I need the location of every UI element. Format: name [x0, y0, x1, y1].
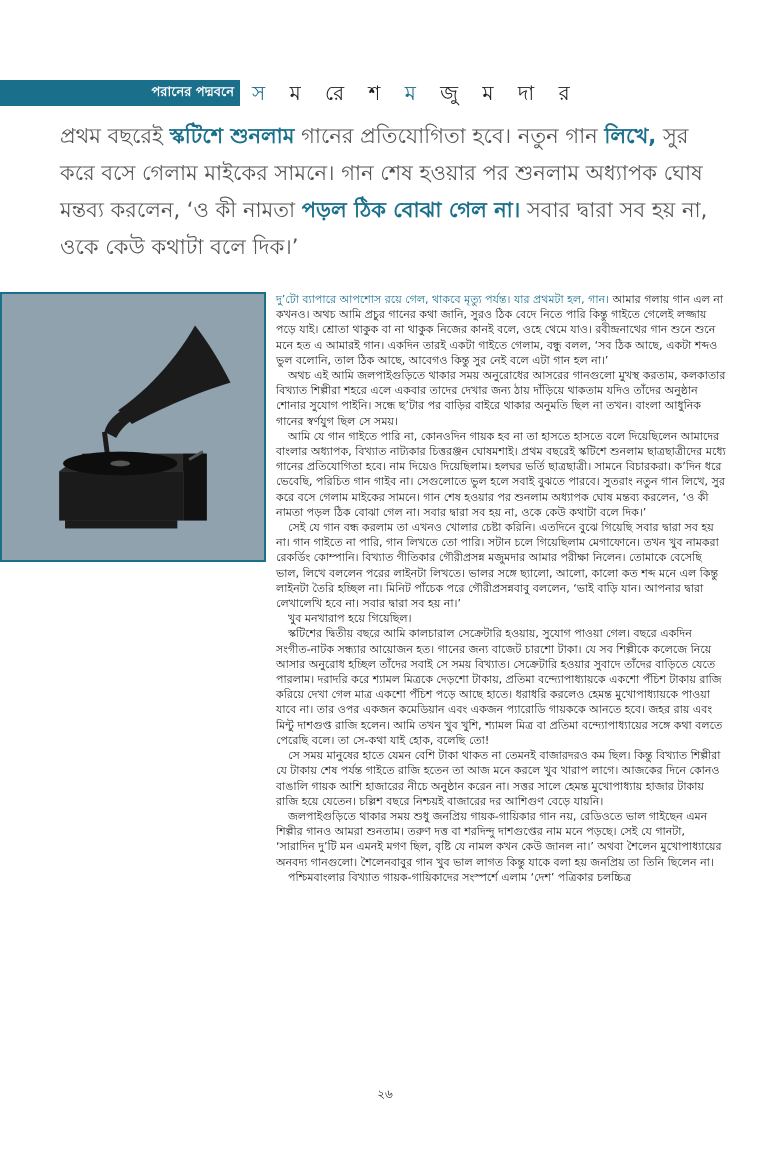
author-first-initial: স — [252, 81, 275, 105]
author-name — [252, 80, 579, 106]
author-last-initial: ম — [404, 81, 425, 105]
paragraph: স্কটিশের দ্বিতীয় বছরে আমি কালচারাল সেক্রেটারি হওয়ায়, সুযোগ পাওয়া গেল। বছরে একদিন সংগীত-নাটক সন্ধ্যার আয়োজন হত। গানের জন্য বাজেট চারশো টাকা। যে সব শিল্পীকে কলেজে নিয়ে আসার অনুরোধ হচ্ছিল তাঁদের সবাই সে সময় বিখ্যাত। সেক্রেটারি হওয়ার সুবাদে তাঁদের বাড়িতে যেতে পারলাম। দরাদরি করে শ্যামল মিত্রকে দেড়শো টাকায়, প্রতিমা বন্দ্যোপাধ্যায়কে একশো পঁচিশ টাকায় রাজি করিয়ে দেখা গেল মাত্র একশো পঁচিশ পড়ে আছে হাতে। ধরাধরি করলেও হেমন্ত মুখোপাধ্যায়কে পাওয়া যাবে না। তার ওপর একজন কমেডিয়ান এবং একজন প্যারোডি গায়ককে আনতে হবে। জহর রায় এবং মিন্টু দাশগুপ্ত রাজি হলেন। আমি তখন খুব খুশি, শ্যামল মিত্র বা প্রতিমা বন্দ্যোপাধ্যায়ের সঙ্গে কথা বলতে পেরেছি বলে। তা সে-কথা যাই হোক, বলেছি তো! — [276, 627, 723, 747]
page-number: ২৬ — [377, 1087, 393, 1101]
lead-part-4: সবার দ্বারা সব হয় না, ওকে কেউ কথাটা বলে দিক।’ — [60, 198, 708, 259]
paragraph: পশ্চিমবাংলার বিখ্যাত গায়ক-গায়িকাদের সংস্পর্শে এলাম ‘দেশ’ পত্রিকার চলচ্চিত্র — [288, 870, 632, 884]
article-body — [276, 292, 726, 885]
lead-part-2: গানের প্রতিযোগিতা হবে। নতুন গান — [294, 124, 605, 148]
paragraph — [276, 292, 726, 368]
section-title: পরানের পদ্মবনে — [0, 80, 240, 106]
intro-highlight: দু’টো ব্যাপারে আপশোস রয়ে গেল, থাকবে মৃত্যু পর্যন্ত। যার প্রথমটা হল, গান। — [276, 293, 610, 306]
lead-highlight-3: পড়ল ঠিক বোঝা গেল না। — [301, 198, 521, 222]
lead-highlight-1: স্কটিশে শুনলাম — [169, 124, 295, 148]
author-last-rest: জু ম দা র — [424, 81, 579, 105]
lead-part-3: সুর করে বসে গেলাম মাইকের সামনে। গান শেষ হওয়ার পর শুনলাম অধ্যাপক ঘোষ মন্তব্য করলেন, ‘ও কী নামতা — [60, 124, 703, 222]
paragraph: জলপাইগুড়িতে থাকার সময় শুধু জনপ্রিয় গায়ক-গায়িকার গান নয়, রেডিওতে ভাল গাইছেন এমন শিল্পীর গানও আমরা শুনতাম। তরুণ দত্ত বা শরদিন্দু দাশগুপ্তের নাম মনে পড়ছে। সেই যে গানটা, ‘সারাদিন দু’টি মন এমনই মগণ ছিল, বৃষ্টি যে নামল কখন কেউ জানল না।’ অথবা শৈলেন মুখোপাধ্যায়ের অনবদ্য গানগুলো। শৈলেনবাবুর গান খুব ভাল লাগত কিন্তু যাকে বলা হয় জনপ্রিয় তা তিনি ছিলেন না। — [276, 809, 722, 869]
gramophone-image — [0, 292, 266, 562]
page-header — [0, 80, 770, 106]
author-first-rest: ম রে শ — [274, 81, 405, 105]
paragraph: সেই যে গান বন্ধ করলাম তা এখনও খোলার চেষ্টা করিনি। এতদিনে বুঝে গিয়েছি সবার দ্বারা সব হয় না। গান গাইতে না পারি, গান লিখতে তো পারি। সটান চলে গিয়েছিলাম মেগাফোনে। তখন খুব নামকরা রেকর্ডিং কোম্পানি। বিখ্যাত গীতিকার গৌরীপ্রসন্ন মজুমদার আমার পরীক্ষা নিলেন। তোমাকে বেসেছি ভাল, লিখে বললেন পরের লাইনটা লিখতে। ভালর সঙ্গে ছ্যালো, আলো, কালো কত শব্দ মনে এল কিন্তু লাইনটা তৈরি হচ্ছিল না। মিনিট পাঁচেক পরে গৌরীপ্রসন্নবাবু বললেন, ‘ভাই বাড়ি যান। আপনার দ্বারা লেখালেখি হবে না। সবার দ্বারা সব হয় না।’ — [276, 521, 719, 611]
lead-highlight-2: লিখে, — [604, 124, 657, 148]
paragraph: সে সময় মানুষের হাতে যেমন বেশি টাকা থাকত না তেমনই বাজারদরও কম ছিল। কিন্তু বিখ্যাত শিল্পীরা যে টাকায় শেষ পর্যন্ত গাইতে রাজি হতেন তা আজ মনে করলে খুব খারাপ লাগে। আজকের দিনে কোনও বাঙালি গায়ক আশি হাজারের নীচে অনুষ্ঠান করেন না। সত্তর সালে হেমন্ত মুখোপাধ্যায় হাজার টাকায় রাজি হয়ে যেতেন। চল্লিশ বছরে নিশ্চয়ই বাজারের দর আশিগুণ বেড়ে যায়নি। — [276, 749, 721, 808]
gramophone-icon — [2, 294, 264, 560]
paragraph: খুব মনখারাপ হয়ে গিয়েছিল। — [288, 612, 412, 626]
paragraph: অথচ এই আমি জলপাইগুড়িতে থাকার সময় অনুরোধের আসরের গানগুলো মুখস্থ করতাম, কলকাতার বিখ্যাত শিল্পীরা শহরে এলে একবার তাদের দেখার জন্য ঠায় দাঁড়িয়ে থাকতাম যদিও তাঁদের অনুষ্ঠান শোনার সুযোগ পাইনি। সন্ধে ছ’টার পর বাড়ির বাইরে থাকার অনুমতি ছিল না তখন। বাংলা আধুনিক গানের স্বর্ণযুগ ছিল সে সময়। — [276, 369, 726, 428]
lead-quote — [60, 118, 720, 266]
paragraph: আমি যে গান গাইতে পারি না, কোনওদিন গায়ক হব না তা হাসতে হাসতে বলে দিয়েছিলেন আমাদের বাংলার অধ্যাপক, বিখ্যাত নাট্যকার চিত্তরঞ্জন ঘোষমশাই। প্রথম বছরেই স্কটিশে শুনলাম ছাত্রছাত্রীদের মধ্যে গানের প্রতিযোগিতা হবে। নাম দিয়েও দিয়েছিলাম। হলঘর ভর্তি ছাত্রছাত্রী। সামনে বিচারকরা। ক’দিন ধরে ভেবেছি, পরিচিত গান গাইব না। সেগুলোতে ভুল হলে সবাই বুঝতে পারবে। সুতরাং নতুন গান লিখে, সুর করে বসে গেলাম মাইকের সামনে। গান শেষ হওয়ার পর শুনলাম অধ্যাপক ঘোষ মন্তব্য করলেন, ‘ও কী নামতা পড়ল ঠিক বোঝা গেল না। সবার দ্বারা সব হয় না, ওকে কেউ কথাটা বলে দিক।’ — [276, 429, 726, 519]
paragraph-text: আমার গলায় গান এল না কখনও। অথচ আমি প্রচুর গানের কথা জানি, সুরও ঠিক বেদে নিতে পারি কিন্তু গাইতে গেলেই লজ্জায় পড়ে যাই। শ্রোতা থাকুক বা না থাকুক নিজের কানই বলে, ওহে থেমে যাও। রবীন্দ্রনাথের গান শুনে শুনে মনে হত এ আমারই গান। একদিন তারই একটা গাইতে গেলাম, বন্ধু বলল, ‘সব ঠিক আছে, একটা শব্দও ভুল বলোনি, তাল ঠিক আছে, আবেগও কিন্তু সুর নেই বলে এটা গান হল না।’ — [276, 293, 724, 367]
lead-part-1: প্রথম বছরেই — [60, 124, 170, 148]
